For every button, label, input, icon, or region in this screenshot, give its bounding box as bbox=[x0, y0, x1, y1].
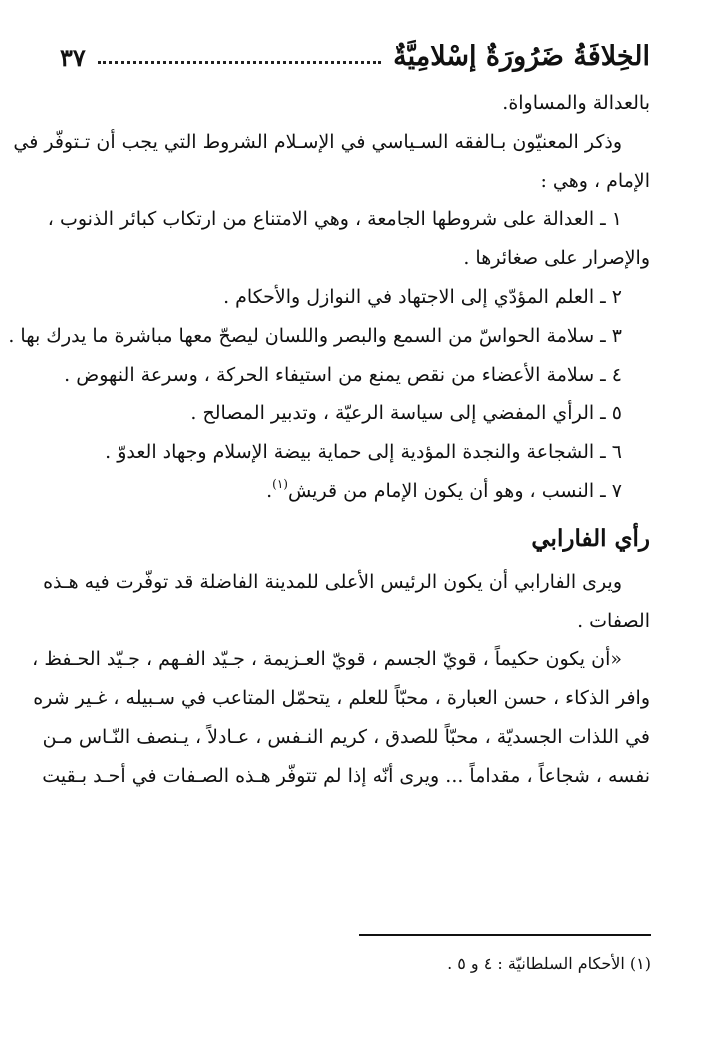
list-item-7-end: . bbox=[266, 479, 273, 502]
list-item-7-text: ٧ ـ النسب ، وهو أن يكون الإمام من قريش bbox=[287, 479, 622, 502]
text-line: بالعدالة والمساواة. bbox=[502, 92, 650, 114]
running-header bbox=[60, 22, 650, 70]
footnote-separator bbox=[359, 934, 651, 936]
footnote: (١) الأحكام السلطانيّة : ٤ و ٥ . bbox=[447, 954, 651, 973]
list-item-7 bbox=[62, 472, 650, 511]
list-item-3: ٣ ـ سلامة الحواسّ من السمع والبصر واللسان ليصحّ معها مباشرة ما يدرك بها . bbox=[8, 324, 622, 347]
page-number: ٣٧ bbox=[60, 43, 86, 72]
text-line: والإصرار على صغائرها . bbox=[463, 247, 650, 270]
header-title: الخِلافَةُ ضَرُورَةٌ إسْلامِيَّةٌ bbox=[393, 41, 650, 72]
quote-line: نفسه ، شجاعاً ، مقداماً ... ويرى أنّه إذا لم تتوفّر هـذه الصـفات في أحـد بـقيت bbox=[42, 764, 650, 787]
text-line: وذكر المعنيّون بـالفقه السـياسي في الإسـلام الشروط التي يجب أن تـتوفّر في bbox=[13, 130, 622, 153]
quote-line: وافر الذكاء ، حسن العبارة ، محبّاً للعلم ، يتحمّل المتاعب في سـبيله ، غـير شره bbox=[33, 687, 650, 710]
list-item-2: ٢ ـ العلم المؤدّي إلى الاجتهاد في النوازل والأحكام . bbox=[223, 285, 622, 308]
quote-line: في اللذات الجسديّة ، محبّاً للصدق ، كريم النـفس ، عـادلاً ، يـنصف النّـاس مـن bbox=[42, 725, 650, 748]
main-text bbox=[8, 84, 650, 796]
list-item-4: ٤ ـ سلامة الأعضاء من نقص يمنع من استيفاء الحركة ، وسرعة النهوض . bbox=[64, 363, 622, 386]
list-item-6: ٦ ـ الشجاعة والنجدة المؤدية إلى حماية بيضة الإسلام وجهاد العدوّ . bbox=[105, 441, 622, 464]
header-dot-leader bbox=[98, 61, 381, 64]
list-item-5: ٥ ـ الرأي المفضي إلى سياسة الرعيّة ، وتدبير المصالح . bbox=[190, 402, 622, 425]
list-item-1: ١ ـ العدالة على شروطها الجامعة ، وهي الامتناع من ارتكاب كبائر الذنوب ، bbox=[47, 208, 622, 231]
text-line: الإمام ، وهي : bbox=[540, 169, 650, 192]
text-line: ويرى الفارابي أن يكون الرئيس الأعلى للمدينة الفاضلة قد توفّرت فيه هـذه bbox=[43, 570, 622, 593]
quote-line: «أن يكون حكيماً ، قويّ الجسم ، قويّ العـزيمة ، جـيّد الفـهم ، جـيّد الحـفظ ، bbox=[32, 648, 622, 671]
footnote-reference[interactable]: (١) bbox=[272, 476, 288, 491]
text-line: الصفات . bbox=[577, 609, 650, 632]
section-heading: رأي الفارابي bbox=[531, 524, 650, 552]
